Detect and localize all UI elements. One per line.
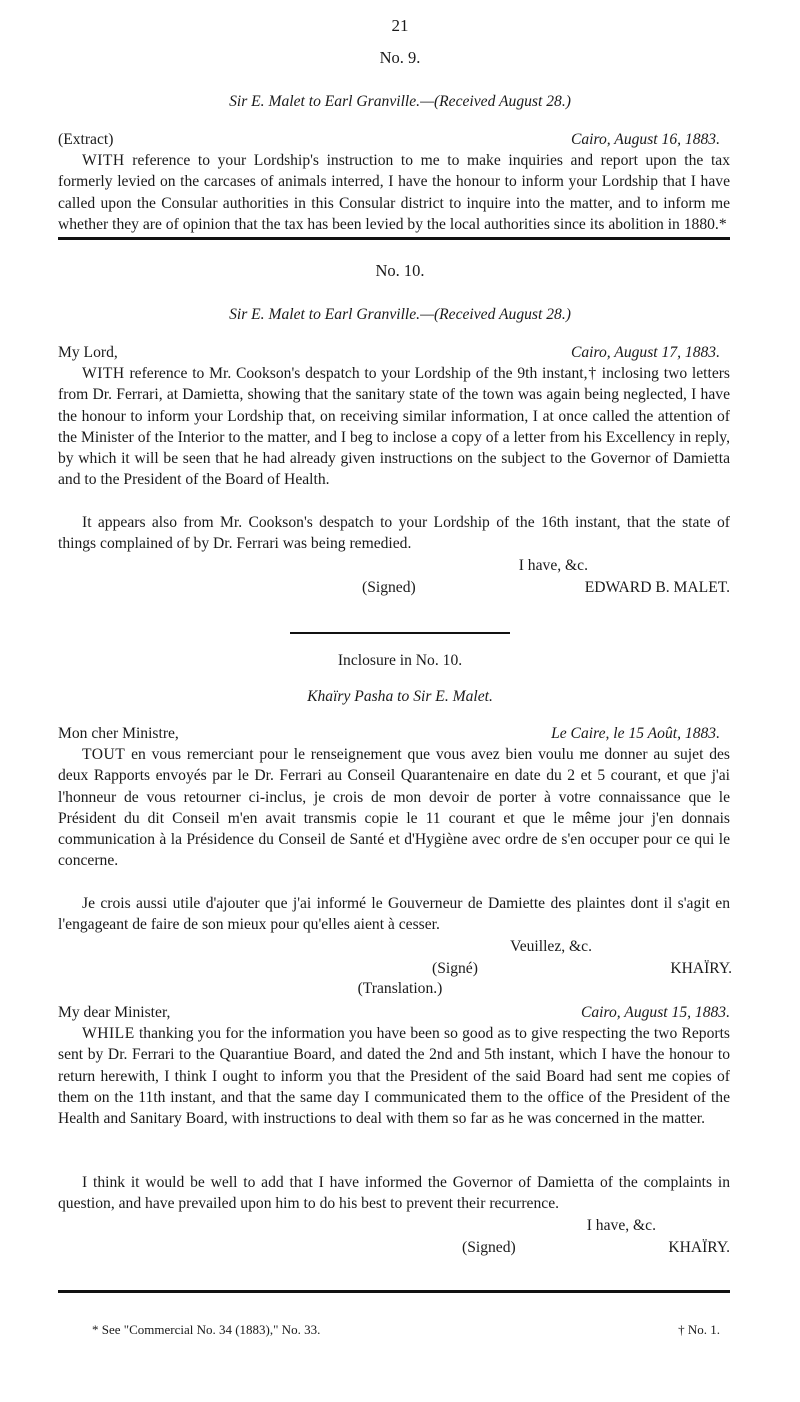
en-lead: WHILE bbox=[82, 1025, 135, 1042]
en-signed-label: (Signed) bbox=[462, 1239, 516, 1256]
doc10-subtitle-main: Sir E. Malet to Earl Granville. bbox=[229, 306, 421, 323]
doc9-paragraph bbox=[58, 150, 730, 235]
inclosure-divider bbox=[290, 632, 510, 634]
doc10-signatory: EDWARD B. MALET. bbox=[584, 579, 730, 596]
en-paragraph-2: I think it would be well to add that I have informed the Governor of Damietta of the complaints in question, and have prevailed upon him to do his best to prevent their recurrence. bbox=[58, 1174, 730, 1213]
doc10-subtitle-received: —(Received August 28.) bbox=[420, 306, 571, 323]
doc10-paragraph-2: It appears also from Mr. Cookson's despatch to your Lordship of the 16th instant, that the state of things complained of by Dr. Ferrari was being remedied. bbox=[58, 514, 730, 553]
doc9-extract-label: (Extract) bbox=[58, 131, 114, 148]
doc9-number: No. 9. bbox=[379, 48, 421, 67]
doc10-dateline: Cairo, August 17, 1883. bbox=[570, 344, 720, 361]
doc9-lead: WITH bbox=[82, 152, 125, 169]
fr-signatory: KHAÏRY. bbox=[670, 960, 732, 977]
footer-rule bbox=[58, 1290, 730, 1293]
fr-lead: TOUT bbox=[82, 746, 126, 763]
fr-paragraph-2: Je crois aussi utile d'ajouter que j'ai informé le Gouverneur de Damiette des plaintes dont il s'agit en l'engageant de faire de son mieux pour qu'elles aient à cesser. bbox=[58, 895, 730, 934]
doc10-para1: reference to Mr. Cookson's despatch to your Lordship of the 9th instant,† inclosing two letters from Dr. Ferrari, at Damietta, showing that the sanitary state of the town was again being neglected, I have the honour to inform your Lordship that, on receiving similar information, I at once called the attention of the Minister of the Interior to the matter, and I beg to inclose a copy of a letter from his Excellency in reply, by which it will be seen that he had already given instructions on the subject to the Governor of Damietta and to the President of the Board of Health. bbox=[58, 365, 730, 489]
fr-para: en vous remerciant pour le renseignement que vous avez bien voulu me donner au sujet des deux Rapports envoyés par le Dr. Ferrari au Conseil Quarantenaire en date du 2 et 5 courant, et que j'ai l'honneur de vous retourner ci-inclus, je crois de mon devoir de porter à votre connaissance que le Président du dit Conseil m'en avait transmis copie le 11 courant et que le même jour j'en donnais communication à la Présidence du Conseil de Santé et d'Hygiène avec ordre de s'en occuper pour ce qui le concerne. bbox=[58, 746, 730, 870]
doc10-closing: I have, &c. bbox=[518, 557, 588, 574]
en-signatory: KHAÏRY. bbox=[668, 1239, 730, 1256]
fr-closing: Veuillez, &c. bbox=[510, 938, 592, 955]
en-dateline: Cairo, August 15, 1883. bbox=[580, 1004, 730, 1021]
doc10-paragraph-1 bbox=[58, 363, 730, 491]
fr-dateline: Le Caire, le 15 Août, 1883. bbox=[551, 725, 720, 742]
inclosure-subtitle: Khaïry Pasha to Sir E. Malet. bbox=[307, 688, 493, 705]
doc9-subtitle bbox=[0, 93, 800, 111]
inclosure-title: Inclosure in No. 10. bbox=[337, 652, 463, 669]
page-number: 21 bbox=[391, 16, 409, 35]
doc10-lead: WITH bbox=[82, 365, 125, 382]
fr-paragraph-1 bbox=[58, 744, 730, 872]
translation-label: (Translation.) bbox=[357, 980, 443, 997]
doc9-dateline: Cairo, August 16, 1883. bbox=[570, 131, 720, 148]
footnote-star: * See "Commercial No. 34 (1883)," No. 33. bbox=[92, 1322, 321, 1337]
doc9-subtitle-received: —(Received August 28.) bbox=[420, 93, 571, 110]
doc9-subtitle-main: Sir E. Malet to Earl Granville. bbox=[229, 93, 421, 110]
en-para: thanking you for the information you have been so good as to give respecting the two Reports sent by Dr. Ferrari to the Quarantiue Board, and dated the 2nd and 5th instant, which I have the honour to return herewith, I think I ought to inform you that the President of the said Board had sent me copies of them on the 11th instant, and that the same day I communicated them to the office of the President of the Health and Sanitary Board, with instructions to deal with them so far as he was concerned in the matter. bbox=[58, 1025, 730, 1128]
fr-signed-label: (Signé) bbox=[432, 960, 478, 977]
doc10-number: No. 10. bbox=[375, 261, 425, 280]
doc10-signed-label: (Signed) bbox=[362, 579, 416, 596]
doc9-body: reference to your Lordship's instruction to me to make inquiries and report upon the tax formerly levied on the carcases of animals interred, I have the honour to inform your Lordship that I have called upon the Consular authorities in this Consular district to inquire into the matter, and to inform me whether they are of opinion that the tax has been levied by the local authorities since its abolition in 1880.* bbox=[58, 152, 730, 233]
doc10-salutation: My Lord, bbox=[58, 344, 118, 361]
en-paragraph-1 bbox=[58, 1023, 730, 1129]
section-divider bbox=[58, 237, 730, 240]
en-closing: I have, &c. bbox=[586, 1217, 656, 1234]
doc10-subtitle bbox=[0, 306, 800, 324]
fr-salutation: Mon cher Ministre, bbox=[58, 725, 179, 742]
en-salutation: My dear Minister, bbox=[58, 1004, 171, 1021]
footnote-dagger: † No. 1. bbox=[678, 1322, 720, 1337]
